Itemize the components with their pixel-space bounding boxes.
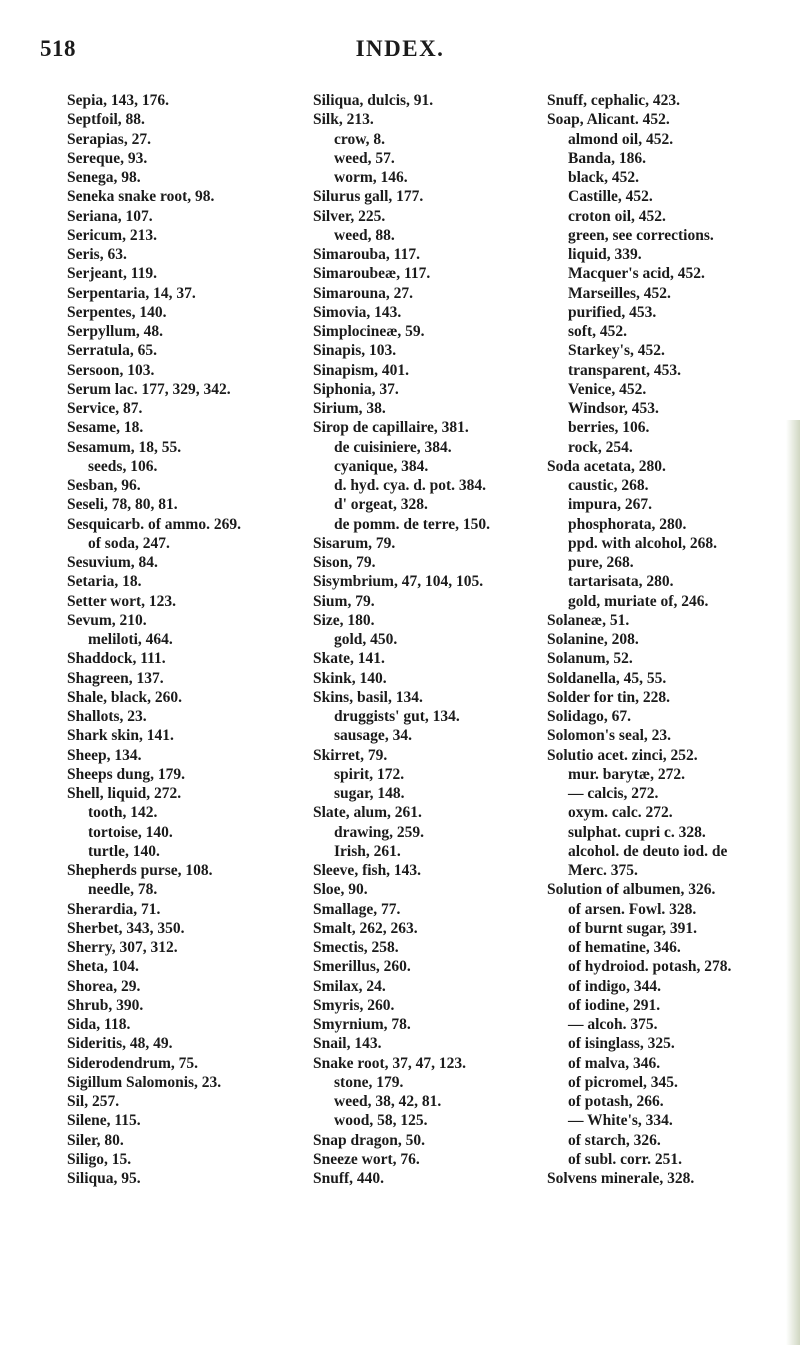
index-entry: Sigillum Salomonis, 23. bbox=[67, 1073, 222, 1091]
page-header bbox=[0, 36, 800, 76]
index-entry: Sirop de capillaire, 381. bbox=[313, 419, 469, 437]
index-subentry: Merc. 375. bbox=[568, 862, 638, 879]
index-entry: Septfoil, 88. bbox=[67, 111, 145, 129]
index-entry: Shaddock, 111. bbox=[67, 650, 166, 668]
index-subentry: pure, 268. bbox=[568, 554, 634, 571]
index-subentry: worm, 146. bbox=[334, 169, 408, 186]
index-entry: Snuff, 440. bbox=[313, 1170, 385, 1187]
index-entry: Simarouba, 117. bbox=[313, 246, 420, 263]
index-entry: Shorea, 29. bbox=[67, 977, 141, 995]
index-entry: Sericum, 213. bbox=[67, 226, 157, 244]
index-subentry: turtle, 140. bbox=[88, 842, 160, 860]
index-subentry: needle, 78. bbox=[88, 881, 158, 899]
index-entry: Sherry, 307, 312. bbox=[67, 939, 178, 956]
index-column-3 bbox=[547, 91, 731, 1188]
index-entry: Skirret, 79. bbox=[313, 746, 388, 764]
index-entry: Sneeze wort, 76. bbox=[313, 1150, 420, 1168]
index-entry: Siphonia, 37. bbox=[313, 380, 399, 398]
index-entry: Skins, basil, 134. bbox=[313, 688, 423, 706]
index-entry: Snuff, cephalic, 423. bbox=[547, 92, 681, 109]
index-subentry: impura, 267. bbox=[568, 496, 652, 514]
index-entry: Simovia, 143. bbox=[313, 303, 402, 321]
index-entry: Sevum, 210. bbox=[67, 611, 147, 629]
index-subentry: tooth, 142. bbox=[88, 804, 158, 822]
index-subentry: Banda, 186. bbox=[568, 149, 646, 167]
index-subentry: tartarisata, 280. bbox=[568, 573, 674, 591]
index-entry: Skate, 141. bbox=[313, 650, 385, 668]
index-entry: Shell, liquid, 272. bbox=[67, 785, 182, 802]
index-subentry: Windsor, 453. bbox=[568, 400, 659, 417]
index-entry: Silver, 225. bbox=[313, 207, 386, 225]
index-subentry: seeds, 106. bbox=[88, 457, 158, 475]
index-subentry: cyanique, 384. bbox=[334, 457, 429, 475]
index-column-2 bbox=[313, 91, 490, 1188]
index-entry: Seseli, 78, 80, 81. bbox=[67, 496, 178, 514]
index-entry: Soldanella, 45, 55. bbox=[547, 669, 667, 687]
index-subentry: black, 452. bbox=[568, 169, 640, 186]
index-subentry: tortoise, 140. bbox=[88, 823, 173, 841]
index-entry: Sium, 79. bbox=[313, 592, 375, 610]
index-entry: Shale, black, 260. bbox=[67, 688, 182, 706]
index-subentry: Castille, 452. bbox=[568, 188, 653, 206]
index-subentry: of potash, 266. bbox=[568, 1093, 664, 1110]
index-subentry: sugar, 148. bbox=[334, 785, 405, 802]
index-subentry: wood, 58, 125. bbox=[334, 1112, 428, 1130]
index-entry: Sheta, 104. bbox=[67, 958, 139, 976]
index-entry: Sherardia, 71. bbox=[67, 900, 161, 918]
index-subentry: Marseilles, 452. bbox=[568, 284, 671, 302]
index-entry: Sisarum, 79. bbox=[313, 534, 396, 552]
index-subentry: meliloti, 464. bbox=[88, 631, 173, 648]
index-entry: Silk, 213. bbox=[313, 111, 374, 129]
index-subentry: d' orgeat, 328. bbox=[334, 496, 428, 514]
index-subentry: of iodine, 291. bbox=[568, 996, 661, 1014]
index-subentry: liquid, 339. bbox=[568, 246, 642, 263]
index-entry: Smyris, 260. bbox=[313, 996, 395, 1014]
index-entry: Seris, 63. bbox=[67, 246, 127, 263]
index-subentry: of arsen. Fowl. 328. bbox=[568, 900, 697, 918]
index-entry: Sison, 79. bbox=[313, 554, 376, 571]
index-entry: Snake root, 37, 47, 123. bbox=[313, 1054, 467, 1072]
index-subentry: of indigo, 344. bbox=[568, 977, 662, 995]
index-entry: Sinapism, 401. bbox=[313, 361, 410, 379]
index-subentry: ppd. with alcohol, 268. bbox=[568, 534, 718, 552]
index-entry: Simarouna, 27. bbox=[313, 284, 414, 302]
index-entry: Solution of albumen, 326. bbox=[547, 881, 716, 899]
index-entry: Sinapis, 103. bbox=[313, 342, 397, 360]
index-entry: Siler, 80. bbox=[67, 1131, 124, 1149]
index-subentry: of isinglass, 325. bbox=[568, 1035, 675, 1053]
index-entry: Sesban, 96. bbox=[67, 477, 141, 494]
index-entry: Sesamum, 18, 55. bbox=[67, 438, 182, 456]
index-entry: Snail, 143. bbox=[313, 1035, 382, 1053]
index-entry: Smyrnium, 78. bbox=[313, 1016, 411, 1033]
index-subentry: purified, 453. bbox=[568, 303, 657, 321]
index-entry: Serjeant, 119. bbox=[67, 265, 157, 283]
index-entry: Solanine, 208. bbox=[547, 631, 639, 648]
index-entry: Solvens minerale, 328. bbox=[547, 1170, 695, 1187]
index-subentry: green, see corrections. bbox=[568, 226, 714, 244]
index-subentry: spirit, 172. bbox=[334, 765, 405, 783]
index-subentry: de pomm. de terre, 150. bbox=[334, 515, 490, 533]
index-subentry: caustic, 268. bbox=[568, 477, 649, 494]
index-entry: Slate, alum, 261. bbox=[313, 804, 422, 822]
index-entry: Shark skin, 141. bbox=[67, 727, 174, 745]
index-entry: Size, 180. bbox=[313, 611, 375, 629]
index-entry: Sersoon, 103. bbox=[67, 361, 155, 379]
index-entry: Service, 87. bbox=[67, 400, 143, 417]
index-entry: Snap dragon, 50. bbox=[313, 1131, 425, 1149]
index-subentry: sulphat. cupri c. 328. bbox=[568, 823, 706, 841]
index-entry: Skink, 140. bbox=[313, 669, 387, 687]
index-subentry: soft, 452. bbox=[568, 323, 627, 340]
index-entry: Sesame, 18. bbox=[67, 419, 144, 437]
index-entry: Simplocineæ, 59. bbox=[313, 323, 425, 340]
page-edge-shading bbox=[786, 420, 800, 1345]
index-entry: Soap, Alicant. 452. bbox=[547, 111, 670, 129]
index-entry: Smerillus, 260. bbox=[313, 958, 411, 976]
index-entry: Setaria, 18. bbox=[67, 573, 142, 591]
index-entry: Senega, 98. bbox=[67, 169, 141, 186]
index-subentry: of starch, 326. bbox=[568, 1131, 661, 1149]
page-number: 518 bbox=[40, 36, 76, 61]
index-subentry: alcohol. de deuto iod. de bbox=[568, 842, 728, 860]
index-entry: Solutio acet. zinci, 252. bbox=[547, 746, 698, 764]
index-entry: Sirium, 38. bbox=[313, 400, 386, 417]
index-entry: Smilax, 24. bbox=[313, 977, 386, 995]
index-subentry: weed, 38, 42, 81. bbox=[334, 1093, 442, 1110]
index-subentry: — calcis, 272. bbox=[568, 785, 659, 802]
index-entry: Sisymbrium, 47, 104, 105. bbox=[313, 573, 484, 591]
index-subentry: Starkey's, 452. bbox=[568, 342, 665, 360]
index-subentry: crow, 8. bbox=[334, 130, 385, 148]
index-entry: Shepherds purse, 108. bbox=[67, 862, 213, 879]
index-entry: Sesquicarb. of ammo. 269. bbox=[67, 515, 241, 533]
index-entry: Serpentes, 140. bbox=[67, 303, 167, 321]
index-subentry: d. hyd. cya. d. pot. 384. bbox=[334, 477, 487, 494]
index-entry: Serratula, 65. bbox=[67, 342, 157, 360]
index-entry: Serum lac. 177, 329, 342. bbox=[67, 380, 231, 398]
index-entry: Shallots, 23. bbox=[67, 708, 147, 725]
index-entry: Sheeps dung, 179. bbox=[67, 765, 186, 783]
index-subentry: transparent, 453. bbox=[568, 361, 681, 379]
index-entry: Sida, 118. bbox=[67, 1016, 131, 1033]
index-entry: Serapias, 27. bbox=[67, 130, 151, 148]
index-entry: Shagreen, 137. bbox=[67, 669, 164, 687]
index-subentry: sausage, 34. bbox=[334, 727, 412, 745]
index-entry: Solaneæ, 51. bbox=[547, 611, 630, 629]
index-entry: Sepia, 143, 176. bbox=[67, 92, 170, 109]
index-entry: Seneka snake root, 98. bbox=[67, 188, 215, 206]
index-subentry: of soda, 247. bbox=[88, 534, 170, 552]
index-entry: Sil, 257. bbox=[67, 1093, 120, 1110]
index-entry: Siliqua, dulcis, 91. bbox=[313, 92, 434, 109]
index-entry: Silurus gall, 177. bbox=[313, 188, 424, 206]
index-subentry: almond oil, 452. bbox=[568, 130, 674, 148]
index-entry: Solanum, 52. bbox=[547, 650, 633, 668]
index-subentry: — alcoh. 375. bbox=[568, 1016, 658, 1033]
index-subentry: rock, 254. bbox=[568, 438, 633, 456]
index-subentry: gold, 450. bbox=[334, 631, 398, 648]
index-subentry: phosphorata, 280. bbox=[568, 515, 687, 533]
index-subentry: mur. barytæ, 272. bbox=[568, 765, 685, 783]
index-entry: Siligo, 15. bbox=[67, 1150, 132, 1168]
index-entry: Sleeve, fish, 143. bbox=[313, 862, 422, 879]
index-entry: Solder for tin, 228. bbox=[547, 688, 671, 706]
index-entry: Soda acetata, 280. bbox=[547, 457, 666, 475]
index-entry: Sesuvium, 84. bbox=[67, 554, 158, 571]
index-subentry: drawing, 259. bbox=[334, 823, 424, 841]
index-subentry: croton oil, 452. bbox=[568, 207, 666, 225]
index-entry: Serpyllum, 48. bbox=[67, 323, 164, 340]
index-subentry: Macquer's acid, 452. bbox=[568, 265, 705, 283]
index-entry: Smalt, 262, 263. bbox=[313, 919, 418, 937]
index-subentry: stone, 179. bbox=[334, 1073, 404, 1091]
index-entry: Solomon's seal, 23. bbox=[547, 727, 672, 745]
index-entry: Sherbet, 343, 350. bbox=[67, 919, 185, 937]
index-entry: Sheep, 134. bbox=[67, 746, 142, 764]
index-subentry: berries, 106. bbox=[568, 419, 650, 437]
index-entry: Siderodendrum, 75. bbox=[67, 1054, 199, 1072]
index-subentry: druggists' gut, 134. bbox=[334, 708, 460, 725]
index-entry: Serpentaria, 14, 37. bbox=[67, 284, 196, 302]
index-entry: Solidago, 67. bbox=[547, 708, 631, 725]
index-entry: Smectis, 258. bbox=[313, 939, 399, 956]
index-entry: Seriana, 107. bbox=[67, 207, 153, 225]
index-entry: Sideritis, 48, 49. bbox=[67, 1035, 173, 1053]
index-column-1 bbox=[67, 91, 241, 1188]
index-subentry: Irish, 261. bbox=[334, 842, 401, 860]
index-entry: Smallage, 77. bbox=[313, 900, 401, 918]
index-entry: Sereque, 93. bbox=[67, 149, 148, 167]
index-entry: Shrub, 390. bbox=[67, 996, 144, 1014]
index-entry: Silene, 115. bbox=[67, 1112, 141, 1130]
index-subentry: of subl. corr. 251. bbox=[568, 1150, 682, 1168]
index-entry: Simaroubeæ, 117. bbox=[313, 265, 431, 283]
index-subentry: of malva, 346. bbox=[568, 1054, 661, 1072]
index-subentry: of burnt sugar, 391. bbox=[568, 919, 698, 937]
index-subentry: gold, muriate of, 246. bbox=[568, 592, 709, 610]
index-subentry: — White's, 334. bbox=[568, 1112, 673, 1130]
index-subentry: of hydroiod. potash, 278. bbox=[568, 958, 732, 976]
index-subentry: of picromel, 345. bbox=[568, 1073, 678, 1091]
index-subentry: of hematine, 346. bbox=[568, 939, 681, 956]
index-subentry: Venice, 452. bbox=[568, 380, 647, 398]
index-subentry: oxym. calc. 272. bbox=[568, 804, 673, 822]
index-subentry: weed, 88. bbox=[334, 226, 395, 244]
running-title: INDEX. bbox=[355, 36, 445, 61]
index-subentry: de cuisiniere, 384. bbox=[334, 438, 452, 456]
index-subentry: weed, 57. bbox=[334, 149, 395, 167]
index-entry: Setter wort, 123. bbox=[67, 592, 177, 610]
index-entry: Sloe, 90. bbox=[313, 881, 368, 899]
index-entry: Siliqua, 95. bbox=[67, 1170, 141, 1187]
